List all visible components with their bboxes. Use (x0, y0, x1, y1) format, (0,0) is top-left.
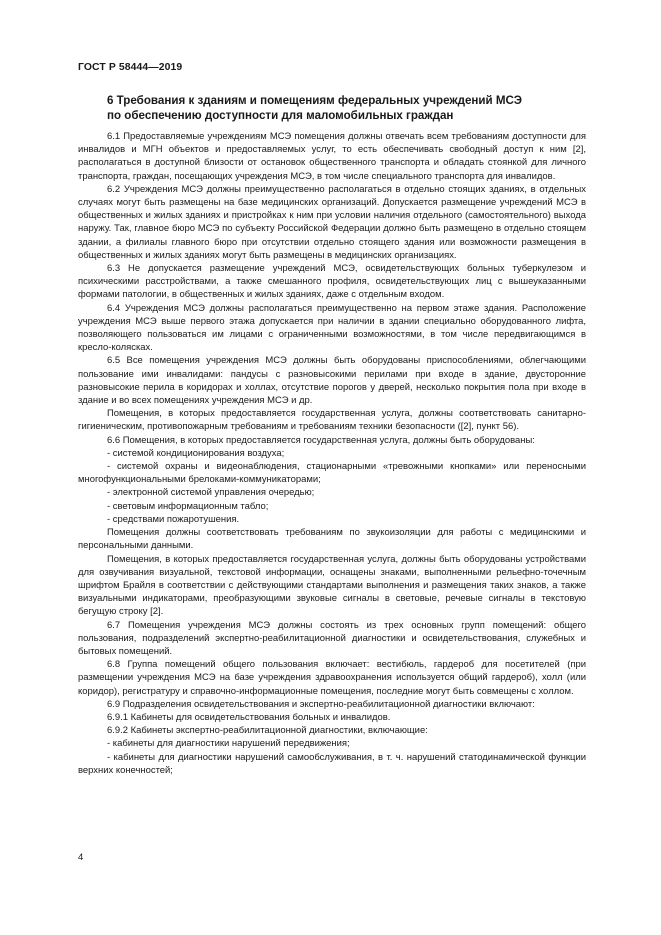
paragraph: 6.5 Все помещения учреждения МСЭ должны быть оборудованы приспособлениями, облегчающими пользование ими инвалидами: пандусы с разновысокими перилами при входе в здание, двусторонние разновысокие перила в коридорах и холлах, отсутствие порогов у дверей, несколько покрытия пола при входе в здание и во всех помещениях учреждения МСЭ и др. (78, 355, 586, 407)
section-title-line: 6 Требования к зданиям и помещениям федеральных учреждений МСЭ (107, 94, 523, 107)
paragraph: 6.4 Учреждения МСЭ должны располагаться преимущественно на первом этаже здания. Расположение учреждения МСЭ выше первого этажа допускается при наличии в здании специально оборудованного лифта, позволяющего пользоваться им лицами с ограниченными возможностями, в том числе передвигающимся в кресло-колясках. (78, 302, 586, 354)
standard-header: ГОСТ Р 58444—2019 (78, 62, 183, 73)
paragraph: 6.2 Учреждения МСЭ должны преимущественно располагаться в отдельно стоящих зданиях, в отдельных случаях могут быть размещены на базе медицинских организаций. Допускается размещение учреждений МСЭ в общественных и жилых зданиях и пристройках к ним при условии наличия отдельного (самостоятельного) выхода наружу. Так, главное бюро МСЭ по субъекту Российской Федерации должно быть размещено в отдельно стоящем здании, а филиалы главного бюро при отсутствии отдельно стоящего здания или возможности размещения в общественных и жилых зданиях могут быть размещены в медицинских организациях. (78, 183, 586, 261)
list-item: - световым информационным табло; (107, 500, 269, 512)
paragraph: Помещения должны соответствовать требованиям по звукоизоляции для работы с медицинскими и персональными данными. (78, 527, 586, 552)
paragraph: 6.1 Предоставляемые учреждениям МСЭ помещения должны отвечать всем требованиям доступности для инвалидов и МГН объектов и предоставляемых услуг, то есть обеспечивать свободный доступ к ним [2], располагаться в доступной близости от остановок общественного транспорта и обладать стоянкой для личного транспорта, граждан, посещающих учреждения МСЭ, в том числе специального транспорта для инвалидов. (78, 131, 586, 182)
list-item: - кабинеты для диагностики нарушений самообслуживания, в т. ч. нарушений статодинамической функции верхних конечностей; (78, 751, 586, 776)
paragraph: 6.9.1 Кабинеты для освидетельствования больных и инвалидов. (107, 711, 391, 723)
paragraph: 6.7 Помещения учреждения МСЭ должны состоять из трех основных групп помещений: общего пользования, подразделений экспертно-реабилитационной диагностики и освидетельствования, служебных и бытовых помещений. (78, 619, 586, 657)
paragraph: 6.9 Подразделения освидетельствования и экспертно-реабилитационной диагностики включают: (107, 698, 535, 710)
paragraph: 6.6 Помещения, в которых предоставляется государственная услуга, должны быть оборудованы: (107, 434, 535, 446)
paragraph: Помещения, в которых предоставляется государственная услуга, должны быть оборудованы устройствами для озвучивания визуальной, текстовой информации, оснащены знаками, выполненными рельефно-точечным шрифтом Брайля в соответствии с действующими стандартами выполнения и размещения таких знаков, а также визуальными индикаторами, преобразующими звуковые сигналы в световые, речевые сигналы в текстовую бегущую строку [2]. (78, 553, 586, 618)
list-item: - средствами пожаротушения. (107, 513, 240, 525)
body-text (78, 130, 586, 777)
list-item: - электронной системой управления очередью; (107, 487, 315, 499)
list-item: - системой охраны и видеонаблюдения, стационарными «тревожными кнопками» или переносными многофункциональными брелоками-коммуникаторами; (78, 461, 586, 486)
paragraph: 6.8 Группа помещений общего пользования включает: вестибюль, гардероб для посетителей (при размещении учреждения МСЭ на базе учреждения здравоохранения используется общий гардероб), холл (или коридор), регистратуру и справочно-информационные помещения, последние могут быть совмещены с холлом. (78, 659, 586, 697)
paragraph: 6.3 Не допускается размещение учреждений МСЭ, освидетельствующих больных туберкулезом и психическими расстройствами, а также смешанного профиля, освидетельствующих лиц с вышеуказанными формами патологии, в общественных и жилых зданиях, даже с отдельным входом. (78, 263, 586, 301)
paragraph: Помещения, в которых предоставляется государственная услуга, должны соответствовать санитарно-гигиеническим, противопожарным требованиям и требованиям техники безопасности ([2], пункт 56). (78, 408, 586, 433)
list-item: - системой кондиционирования воздуха; (107, 447, 285, 459)
section-title (107, 93, 597, 123)
paragraph: 6.9.2 Кабинеты экспертно-реабилитационной диагностики, включающие: (107, 725, 428, 737)
page-number: 4 (78, 852, 84, 863)
list-item: - кабинеты для диагностики нарушений передвижения; (107, 738, 350, 750)
section-title-line: по обеспечению доступности для маломобильных граждан (107, 109, 454, 122)
